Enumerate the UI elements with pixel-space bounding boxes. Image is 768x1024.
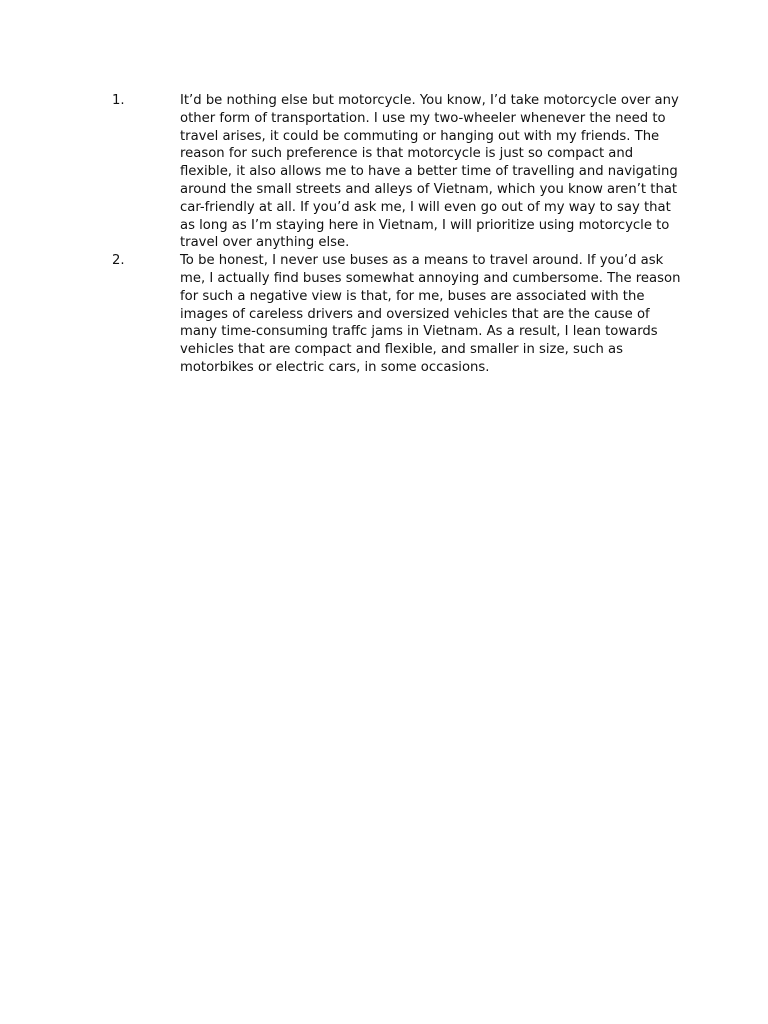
list-item-text: To be honest, I never use buses as a means to travel around. If you’d ask me, I actually find buses somewhat annoying and cumbersome. The reason for such a negative view is that, for me, buses are associated with the images of careless drivers and oversized vehicles that are the cause of many time-consuming traffc jams in Vietnam. As a result, I lean towards vehicles that are compact and flexible, and smaller in size, such as motorbikes or electric cars, in some occasions.	[180, 253, 681, 375]
list-item	[112, 252, 688, 377]
numbered-list	[112, 92, 688, 377]
list-item-text: It’d be nothing else but motorcycle. You know, I’d take motorcycle over any other form of transportation. I use my two-wheeler whenever the need to travel arises, it could be commuting or hanging out with my friends. The reason for such preference is that motorcycle is just so compact and flexible, it also allows me to have a better time of travelling and navigating around the small streets and alleys of Vietnam, which you know aren’t that car-friendly at all. If you’d ask me, I will even go out of my way to say that as long as I’m staying here in Vietnam, I will prioritize using motorcycle to travel over anything else.	[180, 93, 679, 251]
list-item	[112, 92, 688, 252]
list-item-number: 2.	[112, 253, 125, 269]
list-item-number: 1.	[112, 93, 125, 108]
